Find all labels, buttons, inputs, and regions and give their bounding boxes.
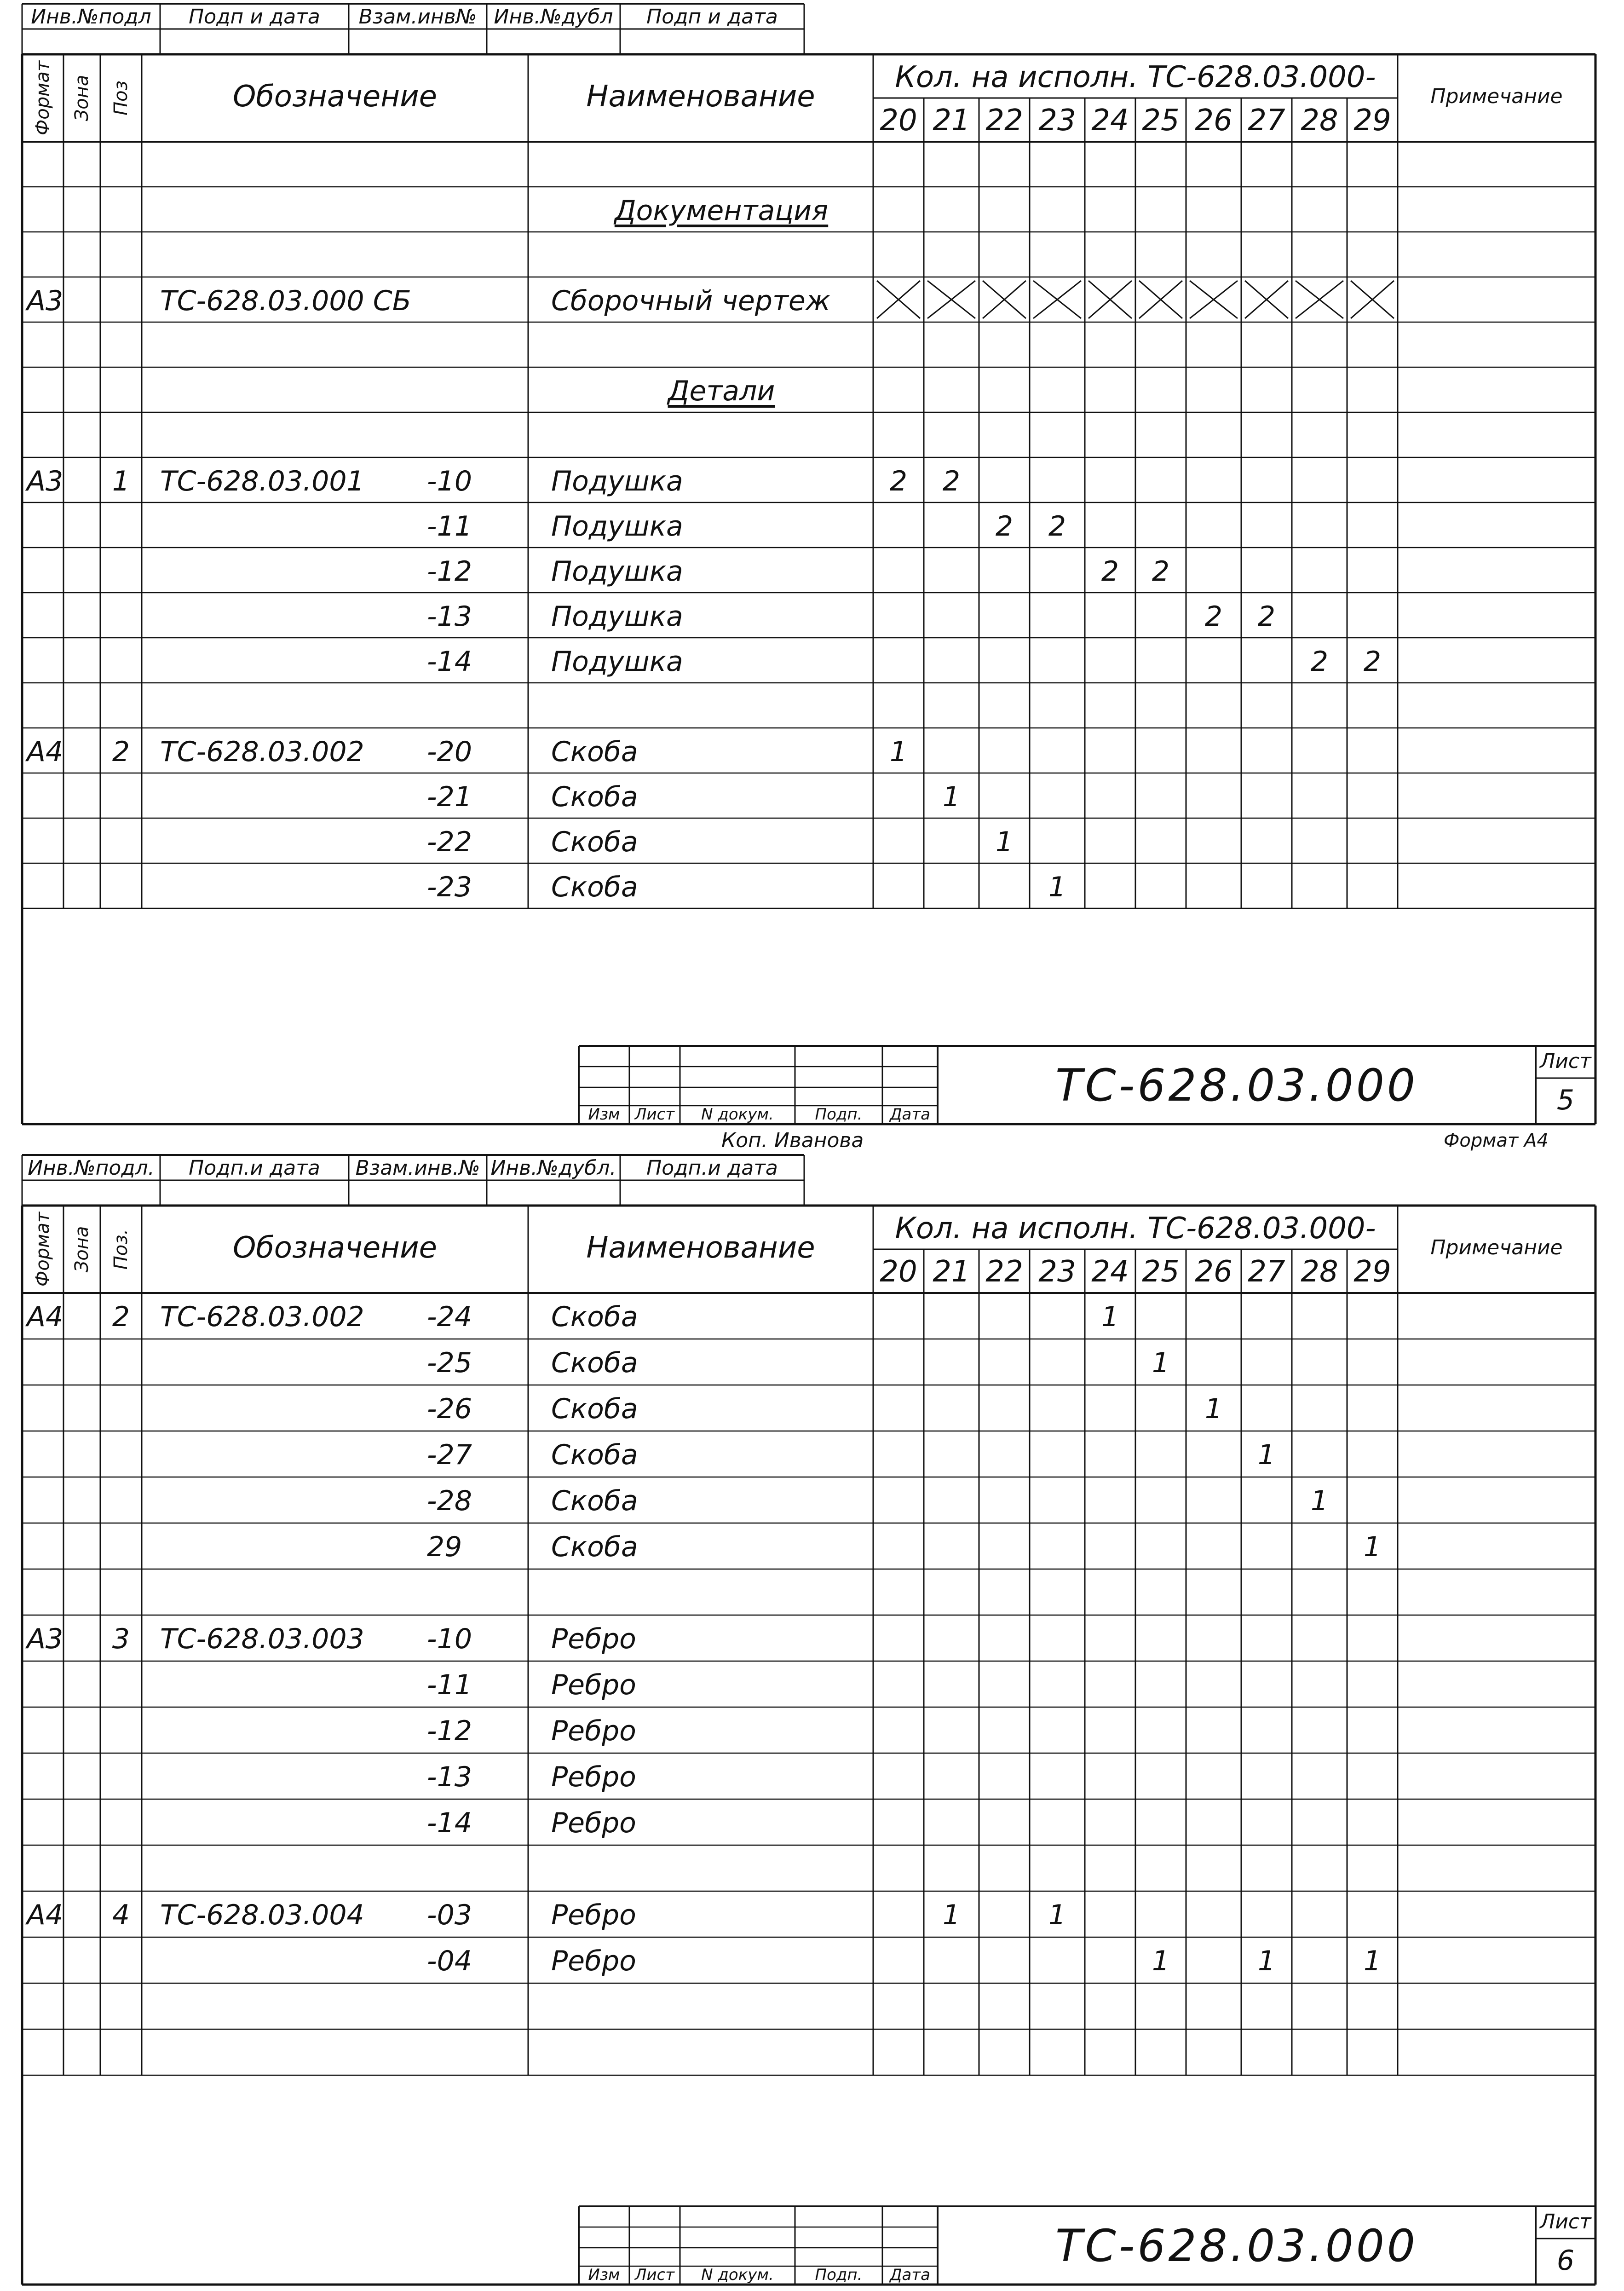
title-block-label: N докум. xyxy=(701,2266,774,2284)
sheet-grid xyxy=(22,0,1595,1124)
quantity-cell: 1 xyxy=(1152,1945,1170,1977)
quantity-cell: 1 xyxy=(1101,1301,1119,1333)
not-applicable-cross xyxy=(1245,281,1288,318)
row-name: Подушка xyxy=(551,600,683,633)
quantity-cell: 2 xyxy=(1257,600,1276,633)
variant-header: 23 xyxy=(1038,104,1076,138)
quantity-cell: 2 xyxy=(995,510,1014,542)
variant-header: 22 xyxy=(985,104,1023,138)
row-designation: ТС-628.03.004 xyxy=(160,1899,364,1931)
variant-header: 26 xyxy=(1195,1255,1232,1289)
quantity-cell: 1 xyxy=(1257,1945,1276,1977)
row-suffix: -11 xyxy=(427,510,472,542)
quantity-cell: 2 xyxy=(942,465,961,497)
row-designation: ТС-628.03.002 xyxy=(160,735,364,768)
row-suffix: -25 xyxy=(427,1347,472,1379)
variant-header: 20 xyxy=(880,1255,917,1289)
row-name: Ребро xyxy=(551,1899,636,1931)
quantity-cell: 1 xyxy=(942,1899,961,1931)
variant-header: 27 xyxy=(1248,1255,1285,1289)
not-applicable-cross xyxy=(1190,281,1238,318)
row-name: Подушка xyxy=(551,555,683,588)
stamp-label: Подп и дата xyxy=(646,5,778,29)
row-format: А3 xyxy=(27,284,63,317)
title-block-label: Лист xyxy=(634,2266,675,2284)
quantity-cell: 1 xyxy=(1152,1347,1170,1379)
row-name: Ребро xyxy=(551,1715,636,1747)
column-header-name: Наименование xyxy=(586,1231,815,1265)
format-label: Формат А4 xyxy=(1444,1130,1549,1151)
row-name: Скоба xyxy=(551,1439,638,1471)
row-name: Подушка xyxy=(551,645,683,678)
row-suffix: -21 xyxy=(427,780,472,813)
column-header-note: Примечание xyxy=(1430,85,1563,108)
title-block-label: Подп. xyxy=(815,1105,863,1124)
variant-header: 24 xyxy=(1091,1255,1129,1289)
row-suffix: -11 xyxy=(427,1669,472,1701)
quantity-cell: 1 xyxy=(942,780,961,813)
row-name: Скоба xyxy=(551,735,638,768)
row-name: Скоба xyxy=(551,1531,638,1563)
section-heading: Детали xyxy=(668,375,775,407)
quantity-cell: 2 xyxy=(1101,555,1119,588)
document-number: ТС-628.03.000 xyxy=(1055,1060,1418,1111)
row-suffix: -20 xyxy=(427,735,472,768)
column-header-zone: Зона xyxy=(71,1226,92,1273)
not-applicable-cross xyxy=(1088,281,1132,318)
stamp-label: Подп.и дата xyxy=(189,1156,320,1180)
title-block-label: Дата xyxy=(889,1105,931,1124)
row-suffix: -14 xyxy=(427,645,472,678)
row-suffix: -24 xyxy=(427,1301,472,1333)
stamp-label: Взам.инв.№ xyxy=(355,1156,480,1180)
row-suffix: -28 xyxy=(427,1485,472,1517)
specification-sheet-5 xyxy=(22,5,1595,1152)
variant-header: 22 xyxy=(985,1255,1023,1289)
title-block-label: Подп. xyxy=(815,2266,863,2284)
sheet-number: 5 xyxy=(1556,1084,1575,1116)
row-name: Ребро xyxy=(551,1807,636,1839)
variant-header: 29 xyxy=(1353,1255,1391,1289)
not-applicable-cross xyxy=(1351,281,1394,318)
row-position: 3 xyxy=(112,1623,130,1655)
not-applicable-cross xyxy=(1296,281,1343,318)
variant-header: 20 xyxy=(880,104,917,138)
row-format: А4 xyxy=(27,1301,63,1333)
variant-header: 25 xyxy=(1142,104,1180,138)
sheet-number: 6 xyxy=(1556,2245,1575,2277)
variant-header: 28 xyxy=(1301,1255,1338,1289)
variant-header: 27 xyxy=(1248,104,1285,138)
variant-header: 24 xyxy=(1091,104,1129,138)
row-suffix: -04 xyxy=(427,1945,472,1977)
stamp-label: Взам.инв№ xyxy=(358,5,477,29)
title-block-label: Лист xyxy=(634,1105,675,1124)
row-suffix: -27 xyxy=(427,1439,472,1471)
column-header-qty: Кол. на исполн. ТС-628.03.000- xyxy=(895,60,1376,94)
quantity-cell: 2 xyxy=(1363,645,1382,678)
quantity-cell: 2 xyxy=(889,465,908,497)
column-header-qty: Кол. на исполн. ТС-628.03.000- xyxy=(895,1212,1376,1246)
variant-header: 26 xyxy=(1195,104,1232,138)
row-position: 4 xyxy=(112,1899,130,1931)
row-suffix: -12 xyxy=(427,555,472,588)
not-applicable-cross xyxy=(927,281,975,318)
document-number: ТС-628.03.000 xyxy=(1055,2220,1418,2272)
quantity-cell: 1 xyxy=(1048,1899,1066,1931)
specification-sheet-6 xyxy=(22,1156,1595,2285)
row-name: Подушка xyxy=(551,465,683,497)
quantity-cell: 1 xyxy=(1257,1439,1276,1471)
column-header-note: Примечание xyxy=(1430,1236,1563,1259)
row-suffix: -13 xyxy=(427,600,472,633)
not-applicable-cross xyxy=(877,281,920,318)
column-header-designation: Обозначение xyxy=(232,80,438,114)
row-designation: ТС-628.03.001 xyxy=(160,465,364,497)
stamp-label: Инв.№подл. xyxy=(28,1156,155,1180)
variant-header: 28 xyxy=(1301,104,1338,138)
row-position: 1 xyxy=(112,465,130,497)
row-name: Скоба xyxy=(551,825,638,858)
sheet-label: Лист xyxy=(1540,2210,1591,2233)
stamp-label: Подп и дата xyxy=(189,5,320,29)
row-designation: ТС-628.03.000 СБ xyxy=(160,284,411,317)
row-name: Скоба xyxy=(551,1301,638,1333)
row-suffix: -03 xyxy=(427,1899,472,1931)
row-name: Сборочный чертеж xyxy=(551,284,830,317)
column-header-format: Формат xyxy=(32,60,53,136)
column-header-name: Наименование xyxy=(586,80,815,114)
not-applicable-cross xyxy=(1033,281,1081,318)
column-header-designation: Обозначение xyxy=(232,1231,438,1265)
row-name: Подушка xyxy=(551,510,683,542)
title-block-label: Изм xyxy=(588,2266,620,2284)
row-suffix: -10 xyxy=(427,1623,472,1655)
column-header-format: Формат xyxy=(32,1212,53,1287)
column-header-pos: Поз xyxy=(110,81,132,115)
not-applicable-cross xyxy=(1139,281,1182,318)
row-designation: ТС-628.03.002 xyxy=(160,1301,364,1333)
quantity-cell: 1 xyxy=(1363,1531,1382,1563)
row-name: Скоба xyxy=(551,1393,638,1425)
not-applicable-cross xyxy=(983,281,1026,318)
stamp-label: Инв.№дубл xyxy=(494,5,613,29)
row-suffix: -23 xyxy=(427,871,472,903)
variant-header: 29 xyxy=(1353,104,1391,138)
quantity-cell: 2 xyxy=(1204,600,1223,633)
column-header-pos_2: Поз. xyxy=(110,1229,132,1270)
row-name: Ребро xyxy=(551,1669,636,1701)
row-name: Ребро xyxy=(551,1761,636,1793)
quantity-cell: 1 xyxy=(889,735,908,768)
row-format: А3 xyxy=(27,1623,63,1655)
quantity-cell: 1 xyxy=(1310,1485,1329,1517)
row-name: Ребро xyxy=(551,1623,636,1655)
variant-header: 23 xyxy=(1038,1255,1076,1289)
row-suffix: -22 xyxy=(427,825,472,858)
row-position: 2 xyxy=(112,1301,130,1333)
row-name: Скоба xyxy=(551,871,638,903)
row-name: Скоба xyxy=(551,780,638,813)
stamp-label: Инв.№дубл. xyxy=(490,1156,616,1180)
stamp-label: Инв.№подл xyxy=(31,5,151,29)
variant-header: 25 xyxy=(1142,1255,1180,1289)
quantity-cell: 2 xyxy=(1048,510,1066,542)
row-designation: ТС-628.03.003 xyxy=(160,1623,364,1655)
title-block-label: Дата xyxy=(889,2266,931,2284)
row-suffix: -13 xyxy=(427,1761,472,1793)
copied-by: Коп. Иванова xyxy=(721,1129,864,1152)
row-format: А3 xyxy=(27,465,63,497)
row-format: А4 xyxy=(27,1899,63,1931)
quantity-cell: 2 xyxy=(1152,555,1170,588)
quantity-cell: 1 xyxy=(1048,871,1066,903)
row-format: А4 xyxy=(27,735,63,768)
variant-header: 21 xyxy=(933,104,970,138)
quantity-cell: 1 xyxy=(995,825,1014,858)
title-block-label: N докум. xyxy=(701,1105,774,1124)
quantity-cell: 1 xyxy=(1204,1393,1223,1425)
section-heading: Документация xyxy=(614,194,829,227)
sheet-label: Лист xyxy=(1540,1050,1591,1073)
quantity-cell: 1 xyxy=(1363,1945,1382,1977)
column-header-zone: Зона xyxy=(71,75,92,121)
row-name: Скоба xyxy=(551,1485,638,1517)
row-suffix: -10 xyxy=(427,465,472,497)
quantity-cell: 2 xyxy=(1310,645,1329,678)
stamp-label: Подп.и дата xyxy=(646,1156,778,1180)
row-suffix: -14 xyxy=(427,1807,472,1839)
row-suffix: -12 xyxy=(427,1715,472,1747)
row-position: 2 xyxy=(112,735,130,768)
row-suffix: 29 xyxy=(427,1531,462,1563)
variant-header: 21 xyxy=(933,1255,970,1289)
title-block-label: Изм xyxy=(588,1105,620,1124)
row-suffix: -26 xyxy=(427,1393,472,1425)
row-name: Скоба xyxy=(551,1347,638,1379)
row-name: Ребро xyxy=(551,1945,636,1977)
